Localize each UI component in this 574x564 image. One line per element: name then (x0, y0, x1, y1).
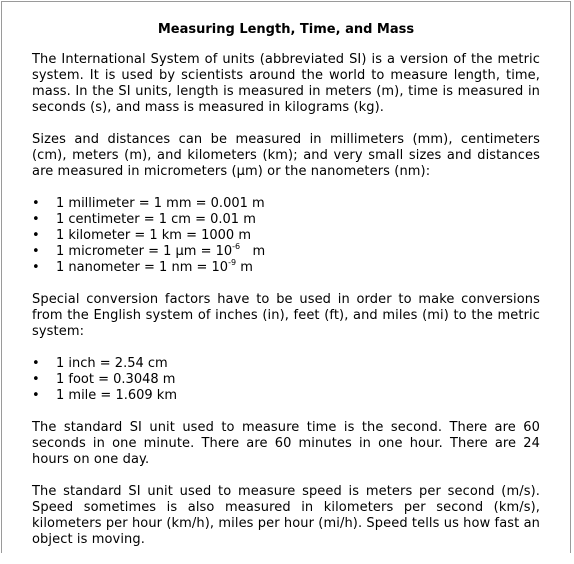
english-conversions-list (32, 356, 540, 404)
list-item-inch: • 1 inch = 2.54 cm (32, 356, 540, 372)
exponent: -6 (232, 241, 241, 251)
paragraph-si-intro: The International System of units (abbreviated SI) is a version of the metric system. It is used by scientists around the world to measure length, time, mass. In the SI units, length is measured in meters (m), time is measured in seconds (s), and mass is measured in kilograms (kg). (32, 52, 540, 115)
list-item-foot: • 1 foot = 0.3048 m (32, 372, 540, 388)
document-title: Measuring Length, Time, and Mass (157, 22, 415, 37)
list-item-mile: • 1 mile = 1.609 km (32, 388, 540, 404)
list-item-centimeter: • 1 centimeter = 1 cm = 0.01 m (32, 212, 540, 228)
document-content (32, 22, 540, 564)
paragraph-time: The standard SI unit used to measure time is the second. There are 60 seconds in one minute. There are 60 minutes in one hour. There are 24 hours on one day. (32, 420, 540, 467)
list-item-micrometer: • 1 micrometer = 1 $\mu m = 10^{-6}$ m (32, 244, 540, 260)
list-item-nanometer: • 1 nanometer = 1 nm = $10^{-9}$ m (32, 260, 540, 276)
document-page (1, 1, 571, 553)
list-item-kilometer: • 1 kilometer = 1 km = 1000 m (32, 228, 540, 244)
exponent: -9 (228, 257, 237, 267)
paragraph-conversion: Special conversion factors have to be used in order to make conversions from the English system of inches (in), feet (ft), and miles (mi) to the metric system: (32, 292, 540, 339)
paragraph-speed: The standard SI unit used to measure speed is meters per second (m/s). Speed sometimes is also measured in kilometers per second (km/s), kilometers per hour (km/h), miles per hour (mi/h). Speed tells us how fast an object is moving. (32, 484, 540, 547)
metric-units-list (32, 196, 540, 276)
list-item-millimeter: • 1 millimeter = 1 mm = 0.001 m (32, 196, 540, 212)
paragraph-sizes: Sizes and distances can be measured in millimeters (mm), centimeters (cm), meters (m), and kilometers (km); and very small sizes and distances are measured in micrometers (µm) or the nanometers (nm): (32, 132, 540, 179)
